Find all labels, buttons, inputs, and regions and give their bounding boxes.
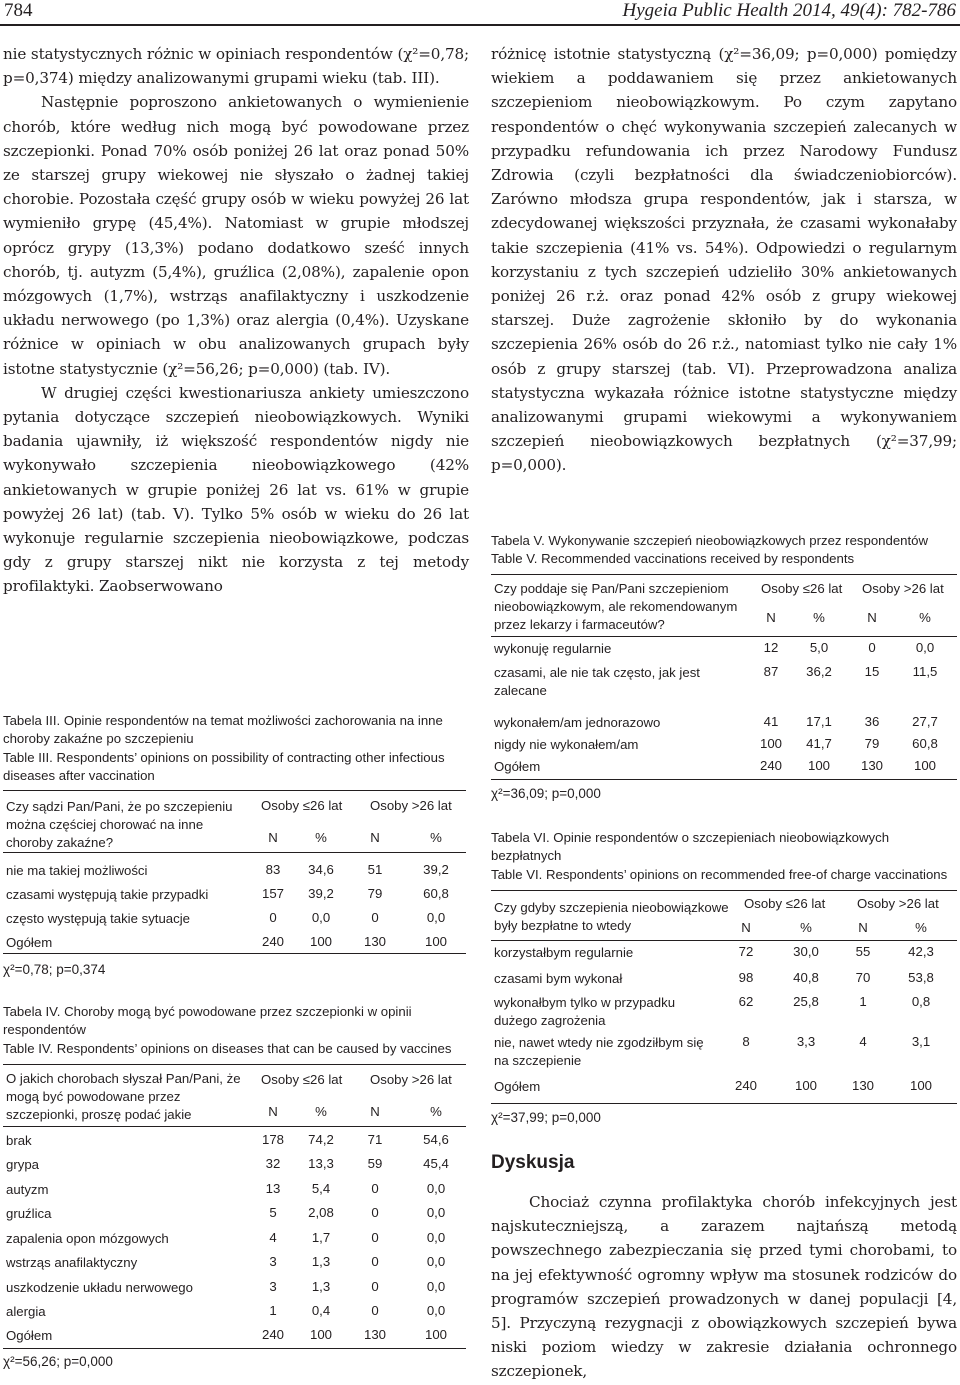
table6-n2: N	[858, 920, 868, 935]
t5-row-1-value-3: 11,5	[912, 664, 938, 679]
table5-head-rule	[491, 636, 957, 637]
t5-row-label-4: Ogółem	[494, 759, 541, 774]
table4-caption-pl: Tabela IV. Choroby mogą być powodowane przez szczepionki w opinii respondentów	[3, 1004, 412, 1038]
table6-bottom-rule	[491, 1103, 957, 1104]
t4-row-2-value-3: 0,0	[426, 1181, 446, 1196]
t4-row-4-value-1: 1,7	[311, 1230, 331, 1245]
left-column	[3, 42, 469, 599]
table5-top-rule	[491, 574, 957, 575]
t4-row-2-value-0: 13	[265, 1181, 281, 1196]
t4-row-6-value-0: 3	[269, 1279, 277, 1294]
table4-top-rule	[3, 1064, 466, 1065]
t6-row-4-value-3: 100	[909, 1078, 932, 1093]
table5-n2: N	[867, 610, 877, 625]
table5-pct2: %	[919, 610, 931, 625]
t5-row-4-value-0: 240	[759, 758, 782, 773]
table3-pct2: %	[430, 830, 442, 845]
table3-bottom-rule	[3, 953, 466, 954]
table3-head-rule	[3, 852, 466, 853]
t5-row-0-value-2: 0	[868, 640, 876, 655]
table3-caption-en: Table III. Respondents’ opinions on possibility of contracting other infectious diseases after vaccination	[3, 749, 445, 783]
t4-row-8-value-3: 100	[424, 1327, 447, 1342]
t5-row-3-value-1: 41,7	[806, 736, 832, 751]
table4-pct2: %	[430, 1104, 442, 1119]
t5-row-2-value-2: 36	[864, 714, 880, 729]
t4-row-label-1: grypa	[6, 1157, 39, 1172]
left-paragraph-3: W drugiej części kwestionariusza ankiety umieszczono pytania dotyczące szczepień nieobowiązkowych. Wyniki badania ujawniły, iż większość respondentów nigdy nie wykonywało szczepienia nieobowiązkowego (42% ankietowanych w grupie poniżej 26 lat vs. 61% w grupie powyżej 26 lat) (tab. V). Tylko 5% osób w wieku do 26 lat wykonuje regularnie szczepienia nieobowiązkowe, podczas gdy z grupy starszej nikt nie korzysta z tej metody profilaktyki. Zaobserwowano	[3, 383, 469, 596]
t4-row-5-value-0: 3	[269, 1254, 277, 1269]
table5-question: Czy poddaje się Pan/Pani szczepieniom nieobowiązkowym, ale rekomendowanym przez lekarzy i farmaceutów?	[494, 581, 738, 632]
table6-top-rule	[491, 890, 957, 891]
t5-row-label-0: wykonuję regularnie	[494, 641, 612, 656]
table3-top-rule	[3, 790, 466, 791]
table6-head-rule	[491, 940, 957, 941]
t5-row-1-value-1: 36,2	[806, 664, 832, 679]
t4-row-7-value-2: 0	[371, 1303, 379, 1318]
t3-row-0-value-3: 39,2	[423, 862, 449, 877]
table5-chi: χ²=36,09; p=0,000	[491, 786, 601, 801]
t3-row-0-value-1: 34,6	[308, 862, 334, 877]
t4-row-3-value-1: 2,08	[308, 1205, 334, 1220]
t4-row-0-value-2: 71	[367, 1132, 383, 1147]
t6-row-0-value-2: 55	[855, 944, 871, 959]
t3-row-2-value-1: 0,0	[311, 910, 331, 925]
table6-caption-pl: Tabela VI. Opinie respondentów o szczepieniach nieobowiązkowych bezpłatnych	[491, 830, 890, 864]
header-rule	[0, 24, 960, 26]
table6-pct2: %	[915, 920, 927, 935]
table6-chi: χ²=37,99; p=0,000	[491, 1110, 601, 1125]
t4-row-8-value-0: 240	[261, 1327, 284, 1342]
table6-pct1: %	[800, 920, 812, 935]
t4-row-0-value-3: 54,6	[423, 1132, 449, 1147]
table6-caption-en: Table VI. Respondents’ opinions on recommended free-of charge vaccinations	[491, 866, 948, 882]
table5-bottom-rule	[491, 779, 957, 780]
t4-row-label-3: gruźlica	[6, 1206, 52, 1221]
t4-row-2-value-2: 0	[371, 1181, 379, 1196]
t5-row-4-value-1: 100	[807, 758, 830, 773]
t4-row-label-7: alergia	[6, 1304, 46, 1319]
t4-row-7-value-3: 0,0	[426, 1303, 446, 1318]
t6-row-1-value-0: 98	[738, 970, 754, 985]
page-number: 784	[4, 0, 33, 21]
t6-row-3-value-1: 3,3	[796, 1034, 816, 1049]
t5-row-label-2: wykonałem/am jednorazowo	[494, 715, 661, 730]
table3-caption-pl: Tabela III. Opinie respondentów na temat możliwości zachorowania na inne choroby zakaźne po szczepieniu	[3, 713, 443, 747]
t3-row-3-value-0: 240	[261, 934, 284, 949]
t4-row-1-value-1: 13,3	[308, 1156, 334, 1171]
t3-row-3-value-1: 100	[309, 934, 332, 949]
t6-row-label-0: korzystałbym regularnie	[494, 945, 634, 960]
table4-caption	[3, 1003, 465, 1058]
t4-row-label-2: autyzm	[6, 1182, 49, 1197]
t6-row-3-value-2: 4	[859, 1034, 867, 1049]
table3-group2: Osoby >26 lat	[370, 798, 452, 813]
t5-row-0-value-1: 5,0	[809, 640, 829, 655]
t4-row-1-value-3: 45,4	[423, 1156, 449, 1171]
left-paragraph-2: Następnie poproszono ankietowanych o wymienienie chorób, które według nich mogą być powodowane przez szczepionki. Ponad 70% osób poniżej 26 lat oraz ponad 50% ze starszej grupy wiekowej nie słyszało o żadnej takiej chorobie. Pozostała część grupy osób w wieku powyżej 26 lat wymieniło grypę (45,4%). Natomiast w grupie młodszej oprócz grypy (13,3%) podano dodatkowo sześć innych chorób, tj. autyzm (5,4%), gruźlica (2,08%), zapalenie opon mózgowych (1,7%), wstrząs anafilaktyczny i uszkodzenie układu nerwowego (po 1,3%) oraz alergia (0,4%). Uzyskane różnice w opiniach w obu analizowanych grupach były istotne statystycznie (χ²=56,26; p=0,000) (tab. IV).	[3, 93, 469, 378]
table5-caption	[491, 532, 957, 569]
t5-row-3-value-0: 100	[759, 736, 782, 751]
t3-row-2-value-3: 0,0	[426, 910, 446, 925]
t4-row-7-value-1: 0,4	[311, 1303, 331, 1318]
table3-n1: N	[268, 830, 278, 845]
table4-n2: N	[370, 1104, 380, 1119]
t5-row-label-3: nigdy nie wykonałem/am	[494, 737, 639, 752]
t5-row-3-value-3: 60,8	[912, 736, 938, 751]
t3-row-label-1: czasami występują takie przypadki	[6, 887, 209, 902]
t3-row-2-value-0: 0	[269, 910, 277, 925]
discussion-heading: Dyskusja	[491, 1152, 575, 1173]
table4-head-rule	[3, 1126, 466, 1127]
table4-pct1: %	[315, 1104, 327, 1119]
table5-caption-pl: Tabela V. Wykonywanie szczepień nieobowiązkowych przez respondentów	[491, 533, 929, 548]
t4-row-6-value-3: 0,0	[426, 1279, 446, 1294]
t4-row-5-value-2: 0	[371, 1254, 379, 1269]
table6-caption	[491, 829, 957, 884]
table3-n2: N	[370, 830, 380, 845]
t5-row-2-value-3: 27,7	[912, 714, 938, 729]
t6-row-1-value-3: 53,8	[908, 970, 934, 985]
table6-group2: Osoby >26 lat	[857, 896, 939, 911]
table3	[3, 790, 466, 960]
t6-row-label-2: wykonałbym tylko w przypadku dużego zagrożenia	[494, 995, 676, 1028]
t3-row-1-value-0: 157	[261, 886, 284, 901]
t4-row-label-8: Ogółem	[6, 1328, 53, 1343]
t4-row-label-5: wstrząs anafilaktyczny	[6, 1255, 138, 1270]
t6-row-3-value-0: 8	[742, 1034, 750, 1049]
t3-row-1-value-2: 79	[367, 886, 383, 901]
t6-row-1-value-1: 40,8	[793, 970, 819, 985]
t5-row-4-value-3: 100	[913, 758, 936, 773]
table4-group1: Osoby ≤26 lat	[261, 1072, 343, 1087]
discussion-paragraph: Chociaż czynna profilaktyka chorób infekcyjnych jest najskuteczniejszą, a zarazem najtańszą metodą powszechnego zabezpieczania się przed tymi chorobami, to na jej efektywność ogromny wpływ ma stosunek rodziców do programów szczepień prowadzonych w danej populacji [4, 5]. Przyczyną rezygnacji z obowiązkowych szczepień bywa niski poziom wiedzy w zakresie działania ochronnego szczepionek,	[491, 1193, 957, 1381]
table4-caption-en: Table IV. Respondents’ opinions on diseases that can be caused by vaccines	[3, 1040, 452, 1056]
t4-row-3-value-0: 5	[269, 1205, 277, 1220]
right-paragraph-1: różnicę istotnie statystyczną (χ²=36,09; p=0,000) pomiędzy wiekiem a poddawaniem się przez ankietowanych szczepieniom nieobowiązkowym. Po czym zapytano respondentów o chęć wykonywania szczepień zalecanych w przypadku refundowania ich przez Narodowy Fundusz Zdrowia (czyli bezpłatności dla świadczeniobiorców). Zarówno młodsza grupa respondentów, jak i starsza, w zdecydowanej większości przyznała, że czasami wykonałaby takie szczepienia (41% vs. 54%). Odpowiedzi o regularnym korzystaniu z tych szczepień udzieliło 30% ankietowanych poniżej 26 r.ż. oraz ponad 42% osób z grupy wiekowej starszej. Duże zagrożenie skłoniło by do wykonania szczepienia 26% osób do 26 r.ż., natomiast tylko nie cały 1% osób z grupy starszej (tab. VI). Przeprowadzona analiza statystyczna wykazała różnice istotne statystyczne między analizowanymi grupami wiekowymi a wykonywaniem szczepień nieobowiązkowych bezpłatnych (χ²=37,99; p=0,000).	[491, 45, 957, 475]
table4-bottom-rule	[3, 1348, 466, 1349]
t6-row-0-value-0: 72	[738, 944, 754, 959]
t3-row-3-value-2: 130	[363, 934, 386, 949]
table5-caption-en: Table V. Recommended vaccinations received by respondents	[491, 551, 855, 567]
table3-chi: χ²=0,78; p=0,374	[3, 962, 106, 977]
table3-pct1: %	[315, 830, 327, 845]
t4-row-4-value-0: 4	[269, 1230, 277, 1245]
table5-group2: Osoby >26 lat	[862, 581, 944, 596]
t5-row-3-value-2: 79	[864, 736, 880, 751]
t6-row-2-value-1: 25,8	[793, 994, 819, 1009]
table5	[491, 574, 957, 780]
t3-row-0-value-2: 51	[367, 862, 383, 877]
t4-row-7-value-0: 1	[269, 1303, 277, 1318]
t5-row-2-value-0: 41	[763, 714, 779, 729]
t5-row-0-value-3: 0,0	[915, 640, 935, 655]
discussion-column	[491, 1190, 957, 1384]
t4-row-label-4: zapalenia opon mózgowych	[6, 1231, 169, 1246]
t4-row-6-value-2: 0	[371, 1279, 379, 1294]
t3-row-label-2: często występują takie sytuacje	[6, 911, 190, 926]
t6-row-0-value-3: 42,3	[908, 944, 934, 959]
t5-row-2-value-1: 17,1	[806, 714, 832, 729]
table6-group1: Osoby ≤26 lat	[744, 896, 826, 911]
t4-row-5-value-3: 0,0	[426, 1254, 446, 1269]
t6-row-4-value-2: 130	[851, 1078, 874, 1093]
t3-row-1-value-1: 39,2	[308, 886, 334, 901]
t3-row-label-3: Ogółem	[6, 935, 53, 950]
table6	[491, 890, 957, 1104]
table4	[3, 1064, 466, 1354]
t4-row-5-value-1: 1,3	[311, 1254, 331, 1269]
t4-row-label-6: uszkodzenie układu nerwowego	[6, 1280, 193, 1295]
table4-n1: N	[268, 1104, 278, 1119]
t4-row-0-value-1: 74,2	[308, 1132, 334, 1147]
table3-question: Czy sądzi Pan/Pani, że po szczepieniu można częściej chorować na inne choroby zakaźne?	[6, 799, 233, 850]
t4-row-1-value-2: 59	[367, 1156, 383, 1171]
t6-row-4-value-1: 100	[794, 1078, 817, 1093]
table5-n1: N	[766, 610, 776, 625]
t6-row-label-3: nie, nawet wtedy nie zgodziłbym się na szczepienie	[494, 1035, 704, 1068]
right-column	[491, 42, 957, 478]
table5-pct1: %	[813, 610, 825, 625]
t4-row-3-value-2: 0	[371, 1205, 379, 1220]
t4-row-6-value-1: 1,3	[311, 1279, 331, 1294]
t6-row-2-value-2: 1	[859, 994, 867, 1009]
table5-group1: Osoby ≤26 lat	[761, 581, 843, 596]
t5-row-4-value-2: 130	[860, 758, 883, 773]
t4-row-4-value-3: 0,0	[426, 1230, 446, 1245]
t3-row-3-value-3: 100	[424, 934, 447, 949]
t6-row-2-value-0: 62	[738, 994, 754, 1009]
t6-row-1-value-2: 70	[855, 970, 871, 985]
t6-row-2-value-3: 0,8	[911, 994, 931, 1009]
t6-row-4-value-0: 240	[734, 1078, 757, 1093]
t3-row-1-value-3: 60,8	[423, 886, 449, 901]
journal-title: Hygeia Public Health 2014, 49(4): 782-786	[622, 0, 956, 21]
left-paragraph-1: nie statystycznych różnic w opiniach respondentów (χ²=0,78; p=0,374) między analizowanymi grupami wieku (tab. III).	[3, 45, 469, 88]
t5-row-label-1: czasami, ale nie tak często, jak jest zalecane	[494, 665, 700, 698]
t4-row-1-value-0: 32	[265, 1156, 281, 1171]
t6-row-3-value-3: 3,1	[911, 1034, 931, 1049]
t6-row-label-4: Ogółem	[494, 1079, 541, 1094]
table6-question: Czy gdyby szczepienia nieobowiązkowe były bezpłatne to wtedy	[494, 900, 729, 933]
t6-row-label-1: czasami bym wykonał	[494, 971, 623, 986]
t5-row-1-value-0: 87	[763, 664, 779, 679]
t5-row-1-value-2: 15	[864, 664, 880, 679]
table3-group1: Osoby ≤26 lat	[261, 798, 343, 813]
t4-row-8-value-1: 100	[309, 1327, 332, 1342]
t5-row-0-value-0: 12	[763, 640, 779, 655]
table4-question: O jakich chorobach słyszał Pan/Pani, że mogą być powodowane przez szczepionki, proszę podać jakie	[6, 1071, 241, 1122]
table4-group2: Osoby >26 lat	[370, 1072, 452, 1087]
t4-row-2-value-1: 5,4	[311, 1181, 331, 1196]
t4-row-0-value-0: 178	[261, 1132, 284, 1147]
table4-chi: χ²=56,26; p=0,000	[3, 1354, 113, 1369]
t4-row-4-value-2: 0	[371, 1230, 379, 1245]
table6-n1: N	[741, 920, 751, 935]
t3-row-label-0: nie ma takiej możliwości	[6, 863, 148, 878]
t6-row-0-value-1: 30,0	[793, 944, 819, 959]
t4-row-8-value-2: 130	[363, 1327, 386, 1342]
t3-row-2-value-2: 0	[371, 910, 379, 925]
t4-row-label-0: brak	[6, 1133, 32, 1148]
table3-caption	[3, 712, 465, 785]
t4-row-3-value-3: 0,0	[426, 1205, 446, 1220]
t3-row-0-value-0: 83	[265, 862, 281, 877]
